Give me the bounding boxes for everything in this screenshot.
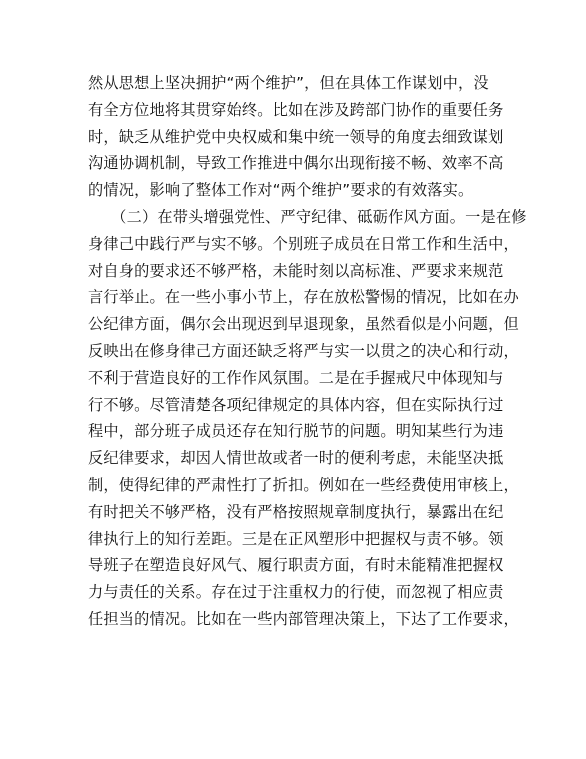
text-line: 有全方位地将其贯穿始终。比如在涉及跨部门协作的重要任务 — [88, 100, 504, 119]
text-line: 任担当的情况。比如在一些内部管理决策上，下达了工作要求， — [88, 609, 519, 628]
text-line: 力与责任的关系。存在过于注重权力的行使，而忽视了相应责 — [88, 583, 504, 602]
text-line: 导班子在塑造良好风气、履行职责方面，有时未能精准把握权 — [88, 556, 504, 575]
text-line: 反映出在修身律己方面还缺乏将严与实一以贯之的决心和行动， — [88, 341, 519, 360]
text-line: 不利于营造良好的工作作风氛围。二是在手握戒尺中体现知与 — [88, 368, 504, 387]
text-line: 沟通协调机制，导致工作推进中偶尔出现衔接不畅、效率不高 — [88, 154, 504, 173]
text-line: 的情况，影响了整体工作对“两个维护”要求的有效落实。 — [88, 181, 474, 200]
section-heading-line: （二）在带头增强党性、严守纪律、砥砺作风方面。一是在修 — [88, 207, 527, 226]
text-line: 行不够。尽管清楚各项纪律规定的具体内容，但在实际执行过 — [88, 395, 504, 414]
text-line: 有时把关不够严格，没有严格按照规章制度执行，暴露出在纪 — [88, 502, 504, 521]
text-line: 公纪律方面，偶尔会出现迟到早退现象，虽然看似是小问题，但 — [88, 315, 519, 334]
text-line: 反纪律要求，却因人情世故或者一时的便利考虑，未能坚决抵 — [88, 449, 504, 468]
text-line: 程中，部分班子成员还存在知行脱节的问题。明知某些行为违 — [88, 422, 504, 441]
text-line: 言行举止。在一些小事小节上，存在放松警惕的情况，比如在办 — [88, 288, 519, 307]
text-line: 对自身的要求还不够严格，未能时刻以高标准、严要求来规范 — [88, 261, 504, 280]
text-line: 律执行上的知行差距。三是在正风塑形中把握权与责不够。领 — [88, 529, 504, 548]
text-line: 时，缺乏从维护党中央权威和集中统一领导的角度去细致谋划 — [88, 127, 504, 146]
body-text — [88, 70, 527, 633]
text-line: 制，使得纪律的严肃性打了折扣。例如在一些经费使用审核上， — [88, 475, 519, 494]
text-line: 然从思想上坚决拥护“两个维护”，但在具体工作谋划中，没 — [88, 74, 489, 92]
text-line: 身律己中践行严与实不够。个别班子成员在日常工作和生活中， — [88, 234, 519, 253]
